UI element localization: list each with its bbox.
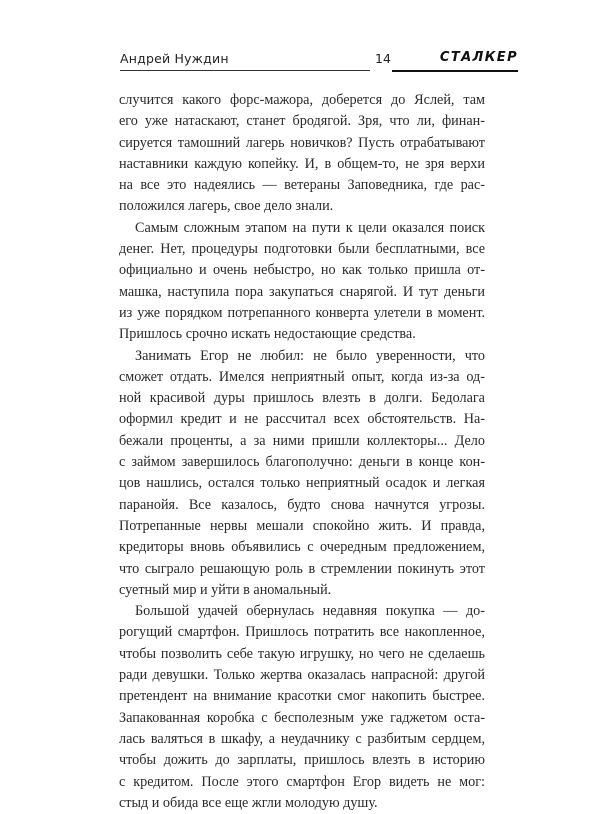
text-line: из уже порядком потрепанного конверта улетели в момент.	[119, 304, 485, 321]
text-line: оформил кредит и не рассчитал всех обстоятельств. На-	[119, 411, 485, 428]
text-line: денег. Нет, процедуры подготовки были бесплатными, все	[119, 241, 485, 258]
text-line: машка, наступила пора закупаться снарягой. И тут деньги	[119, 283, 485, 300]
text-line: бежали проценты, а за ними пришли коллекторы... Дело	[119, 432, 485, 449]
text-line: ради девушки. Только жертва оказалась напрасной: другой	[119, 667, 485, 684]
running-header	[120, 49, 518, 69]
text-line: Занимать Егор не любил: не было уверенности, что	[135, 347, 485, 364]
paragraph	[119, 346, 485, 602]
text-line: Запакованная коробка с бесполезным уже гаджетом оста-	[119, 709, 485, 726]
text-line: претендент на внимание красотки смог накопить быстрее.	[119, 688, 485, 705]
paragraph	[119, 218, 485, 346]
text-line: Самым сложным этапом на пути к цели оказался поиск	[135, 219, 485, 236]
text-line: Потрепанные нервы мешали спокойно жить. И правда,	[119, 517, 485, 534]
text-line: ной красивой дуры пришлось влезть в долги. Бедолага	[119, 390, 485, 407]
text-line: случится какого форс-мажора, доберется до Яслей, там	[119, 92, 485, 108]
text-line: стыд и обида все еще жгли молодую душу.	[119, 794, 378, 811]
header-book-title: СТАЛКЕР	[439, 50, 518, 65]
text-line: на все это надеялись — ветераны Заповедника, где рас-	[119, 177, 485, 194]
text-line: Большой удачей обернулась недавняя покупка — до-	[135, 603, 485, 620]
text-line: лась валяться в шкафу, а неудачнику с разбитым сердцем,	[119, 730, 485, 747]
text-line: чтобы позволить себе такую игрушку, но чего не сделаешь	[119, 645, 485, 662]
paragraph	[119, 90, 485, 218]
text-line: с займом завершилось благополучно: деньги в конце кон-	[119, 454, 485, 471]
text-line: с кредитом. После этого смартфон Егор видеть не мог:	[119, 773, 485, 790]
text-line: рогущий смартфон. Пришлось потратить все накопленное,	[119, 624, 485, 641]
header-author: Андрей Нуждин	[120, 51, 229, 66]
text-line: официально и очень небыстро, но как только пришла от-	[119, 262, 485, 279]
text-line: что сыграло решающую роль в стремлении покинуть этот	[119, 560, 485, 577]
text-line: цов нашлись, остался только неприятный осадок и легкая	[119, 475, 485, 492]
page-number: 14	[375, 51, 391, 66]
text-line: наставники каждую копейку. И, в общем-то, не зря верхи	[119, 155, 485, 172]
header-rule-right	[392, 70, 518, 72]
text-line: его уже натаскают, станет бродягой. Зря, что ли, финан-	[119, 113, 485, 130]
paragraph	[119, 601, 485, 814]
text-line: суетный мир и уйти в аномальный.	[119, 581, 332, 598]
text-line: кредиторы вновь объявились с очередным предложением,	[119, 539, 485, 556]
text-line: паранойя. Все казалось, будто снова начнутся угрозы.	[119, 496, 485, 513]
text-line: положился лагерь, свое дело знали.	[119, 198, 334, 215]
text-line: чтобы дожить до зарплаты, пришлось влезть в историю	[119, 752, 485, 769]
text-line: сируется тамошний лагерь новичков? Пусть отрабатывают	[119, 134, 485, 151]
page-body-text	[119, 90, 485, 814]
text-line: Пришлось срочно искать недостающие средства.	[119, 326, 416, 343]
text-line: сможет отдать. Имелся неприятный опыт, когда из-за од-	[119, 368, 485, 385]
header-rule-left	[120, 70, 370, 71]
